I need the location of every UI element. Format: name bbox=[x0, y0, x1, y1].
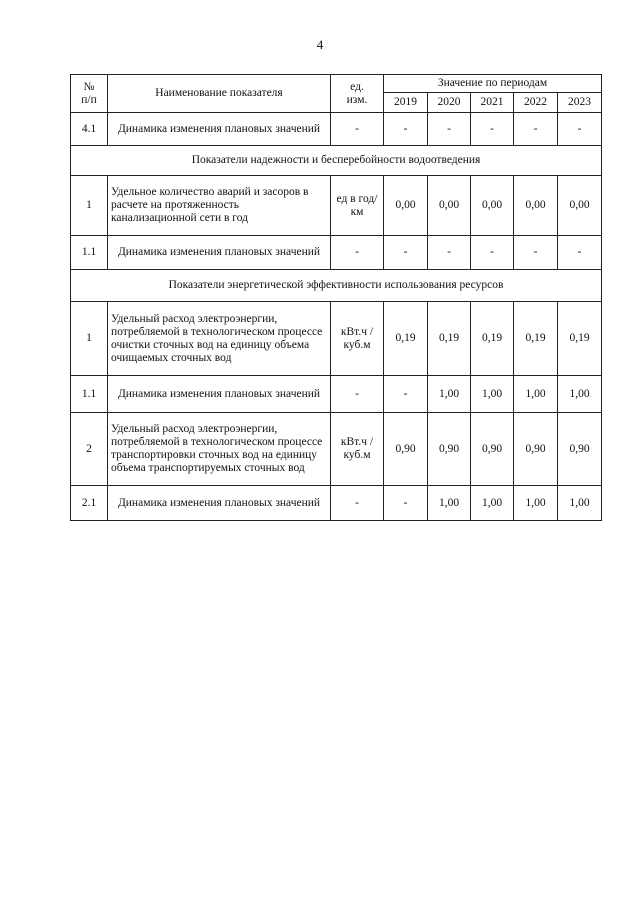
row-value: 0,00 bbox=[428, 176, 471, 236]
row-value: 0,00 bbox=[384, 176, 428, 236]
row-name: Удельный расход электроэнергии, потребляемой в технологическом процессе очистки сточных вод на единицу объема очищаемых сточных вод bbox=[108, 302, 331, 376]
table-row bbox=[71, 176, 602, 236]
table-row bbox=[71, 486, 602, 521]
row-value: 0,90 bbox=[428, 413, 471, 486]
header-year: 2021 bbox=[471, 93, 514, 113]
row-value: 0,19 bbox=[384, 302, 428, 376]
page-number: 4 bbox=[316, 37, 324, 52]
row-unit: - bbox=[331, 236, 384, 270]
row-name: Удельный расход электроэнергии, потребляемой в технологическом процессе транспортировки сточных вод на единицу объема транспортируемых сточных вод bbox=[108, 413, 331, 486]
row-value: - bbox=[514, 113, 558, 146]
table-body bbox=[71, 113, 602, 521]
header-year: 2023 bbox=[558, 93, 602, 113]
section-row bbox=[71, 270, 602, 302]
row-value: 0,90 bbox=[514, 413, 558, 486]
header-num bbox=[71, 75, 108, 113]
header-unit-line2: изм. bbox=[346, 93, 368, 106]
row-name: Динамика изменения плановых значений bbox=[108, 236, 331, 270]
header-num-line2: п/п bbox=[81, 93, 97, 106]
header-unit bbox=[331, 75, 384, 113]
row-value: 0,19 bbox=[471, 302, 514, 376]
row-value: 0,90 bbox=[384, 413, 428, 486]
row-num: 2 bbox=[71, 413, 108, 486]
row-value: 1,00 bbox=[514, 376, 558, 413]
row-value: - bbox=[514, 236, 558, 270]
row-value: - bbox=[384, 113, 428, 146]
row-num: 1.1 bbox=[71, 376, 108, 413]
row-name: Динамика изменения плановых значений bbox=[108, 113, 331, 146]
row-unit: ед в год/ км bbox=[331, 176, 384, 236]
row-value: - bbox=[428, 236, 471, 270]
table-header bbox=[71, 75, 602, 113]
row-name: Удельное количество аварий и засоров в расчете на протяженность канализационной сети в год bbox=[108, 176, 331, 236]
section-row bbox=[71, 146, 602, 176]
row-value: - bbox=[558, 113, 602, 146]
header-unit-line1: ед. bbox=[350, 80, 364, 93]
header-periods: Значение по периодам bbox=[384, 75, 602, 93]
row-value: 0,00 bbox=[514, 176, 558, 236]
row-value: - bbox=[384, 236, 428, 270]
row-value: 1,00 bbox=[514, 486, 558, 521]
table-row bbox=[71, 413, 602, 486]
row-value: 0,00 bbox=[558, 176, 602, 236]
row-value: 0,19 bbox=[428, 302, 471, 376]
row-unit: кВт.ч / куб.м bbox=[331, 302, 384, 376]
table-row bbox=[71, 236, 602, 270]
header-year: 2020 bbox=[428, 93, 471, 113]
header-year: 2019 bbox=[384, 93, 428, 113]
row-value: - bbox=[384, 486, 428, 521]
row-unit: - bbox=[331, 486, 384, 521]
row-num: 1 bbox=[71, 176, 108, 236]
header-name: Наименование показателя bbox=[108, 75, 331, 113]
row-value: 0,90 bbox=[471, 413, 514, 486]
row-value: 1,00 bbox=[558, 376, 602, 413]
row-value: 0,90 bbox=[558, 413, 602, 486]
row-value: - bbox=[428, 113, 471, 146]
section-title-energy: Показатели энергетической эффективности использования ресурсов bbox=[71, 270, 602, 302]
section-title-reliability: Показатели надежности и бесперебойности водоотведения bbox=[71, 146, 602, 176]
row-value: 1,00 bbox=[558, 486, 602, 521]
row-value: 1,00 bbox=[471, 376, 514, 413]
row-value: - bbox=[471, 113, 514, 146]
row-value: - bbox=[558, 236, 602, 270]
row-unit: - bbox=[331, 376, 384, 413]
row-unit: кВт.ч / куб.м bbox=[331, 413, 384, 486]
row-num: 2.1 bbox=[71, 486, 108, 521]
header-year: 2022 bbox=[514, 93, 558, 113]
table-row bbox=[71, 113, 602, 146]
row-name: Динамика изменения плановых значений bbox=[108, 486, 331, 521]
row-value: 1,00 bbox=[428, 376, 471, 413]
row-unit: - bbox=[331, 113, 384, 146]
header-num-line1: № bbox=[83, 80, 95, 93]
row-value: 0,00 bbox=[471, 176, 514, 236]
row-name: Динамика изменения плановых значений bbox=[108, 376, 331, 413]
row-value: 1,00 bbox=[428, 486, 471, 521]
table-row bbox=[71, 302, 602, 376]
row-value: 0,19 bbox=[514, 302, 558, 376]
row-value: - bbox=[384, 376, 428, 413]
row-num: 4.1 bbox=[71, 113, 108, 146]
table-row bbox=[71, 376, 602, 413]
row-num: 1.1 bbox=[71, 236, 108, 270]
row-value: - bbox=[471, 236, 514, 270]
row-value: 1,00 bbox=[471, 486, 514, 521]
row-value: 0,19 bbox=[558, 302, 602, 376]
indicators-table bbox=[70, 74, 602, 521]
row-num: 1 bbox=[71, 302, 108, 376]
